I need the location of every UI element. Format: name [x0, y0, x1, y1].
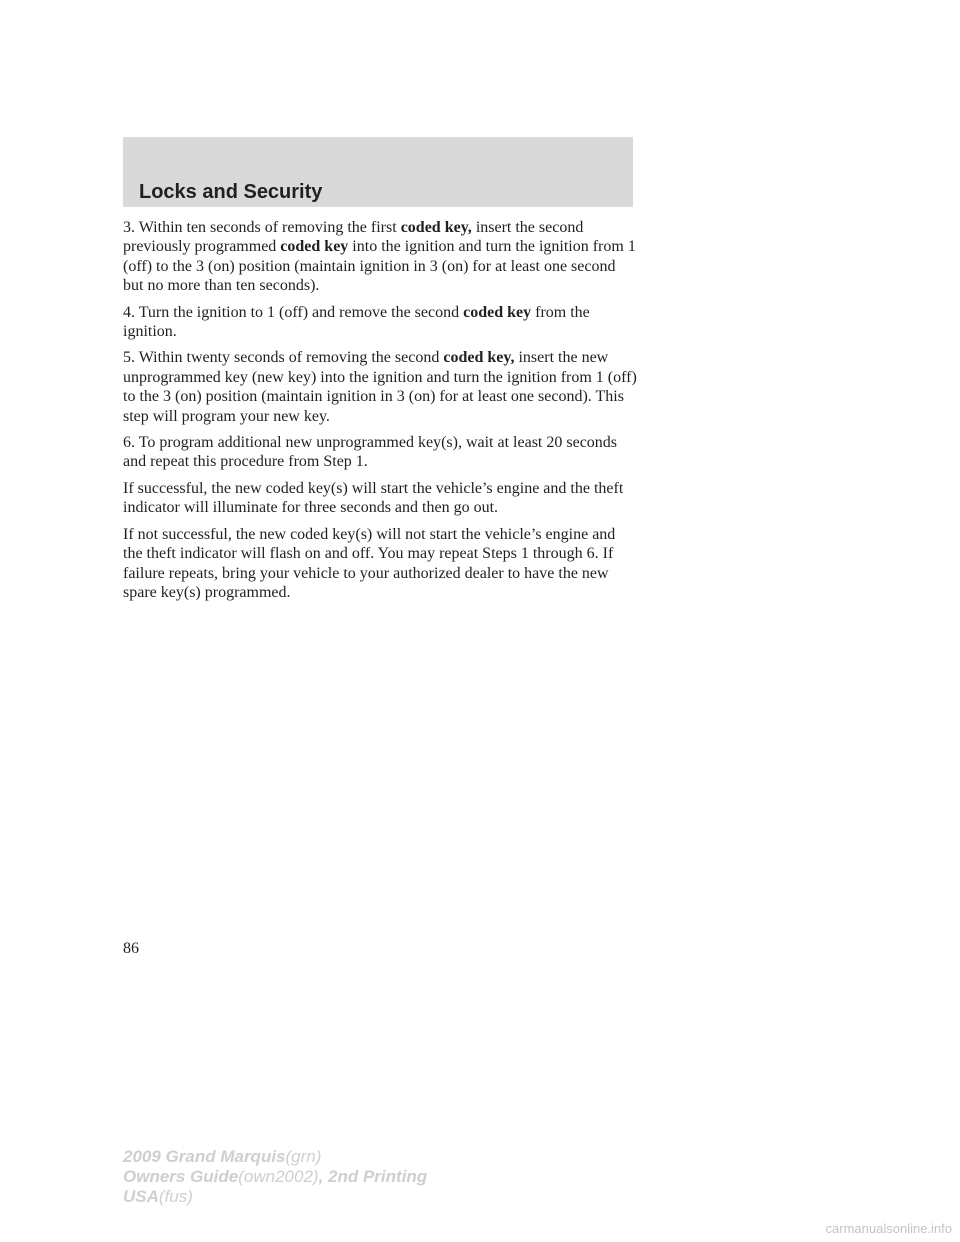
section-title: Locks and Security — [139, 181, 323, 203]
emphasis-term: coded key — [280, 238, 349, 256]
page-number: 86 — [123, 940, 139, 957]
paragraph-text: into the ignition and turn the ignition from 1 (off) to the 3 (on) position (maintain ignition in 3 (on) for at least one second but no more than ten seconds). — [123, 238, 636, 295]
instruction-paragraph — [123, 525, 638, 603]
instruction-paragraph — [123, 479, 638, 518]
paragraph-text: 4. Turn the ignition to 1 (off) and remove the second — [123, 303, 460, 321]
instruction-paragraph — [123, 303, 638, 342]
paragraph-text: If successful, the new coded key(s) will start the vehicle’s engine and the theft indicator will illuminate for three seconds and then go out. — [123, 479, 624, 517]
footer-line-market — [123, 1187, 427, 1207]
print-footer — [123, 1147, 427, 1207]
footer-line-guide — [123, 1167, 427, 1187]
footer-market: USA — [123, 1187, 159, 1206]
site-watermark: carmanualsonline.info — [825, 1221, 952, 1236]
instruction-paragraph — [123, 348, 638, 426]
paragraph-text: from the ignition. — [123, 303, 590, 341]
emphasis-term: coded key, — [400, 219, 472, 236]
footer-model-code: (grn) — [285, 1147, 322, 1166]
footer-model: 2009 Grand Marquis — [123, 1147, 286, 1166]
instruction-paragraph — [123, 433, 638, 472]
body-text — [123, 218, 638, 609]
instruction-paragraph — [123, 218, 638, 296]
paragraph-text: 3. Within ten seconds of removing the first — [123, 219, 397, 236]
paragraph-text: 5. Within twenty seconds of removing the second — [123, 349, 440, 367]
emphasis-term: coded key — [463, 303, 532, 321]
paragraph-text: insert the new unprogrammed key (new key) into the ignition and turn the ignition from 1 (off) to the 3 (on) position (maintain ignition in 3 (on) for at least one second). This step will program your new key. — [123, 349, 637, 425]
footer-guide: Owners Guide — [123, 1167, 239, 1186]
paragraph-text: If not successful, the new coded key(s) will not start the vehicle’s engine and the theft indicator will flash on and off. You may repeat Steps 1 through 6. If failure repeats, bring your vehicle to your authorized dealer to have the new spare key(s) programmed. — [123, 525, 616, 601]
footer-market-code: (fus) — [158, 1187, 193, 1206]
footer-printing: , 2nd Printing — [318, 1167, 428, 1186]
paragraph-text: insert the second previously programmed — [123, 219, 584, 256]
paragraph-text: 6. To program additional new unprogrammed key(s), wait at least 20 seconds and repeat this procedure from Step 1. — [123, 434, 618, 471]
section-header-band — [123, 137, 633, 207]
emphasis-term: coded key, — [443, 349, 515, 367]
footer-guide-code: (own2002) — [238, 1167, 319, 1186]
footer-line-model — [123, 1147, 427, 1167]
